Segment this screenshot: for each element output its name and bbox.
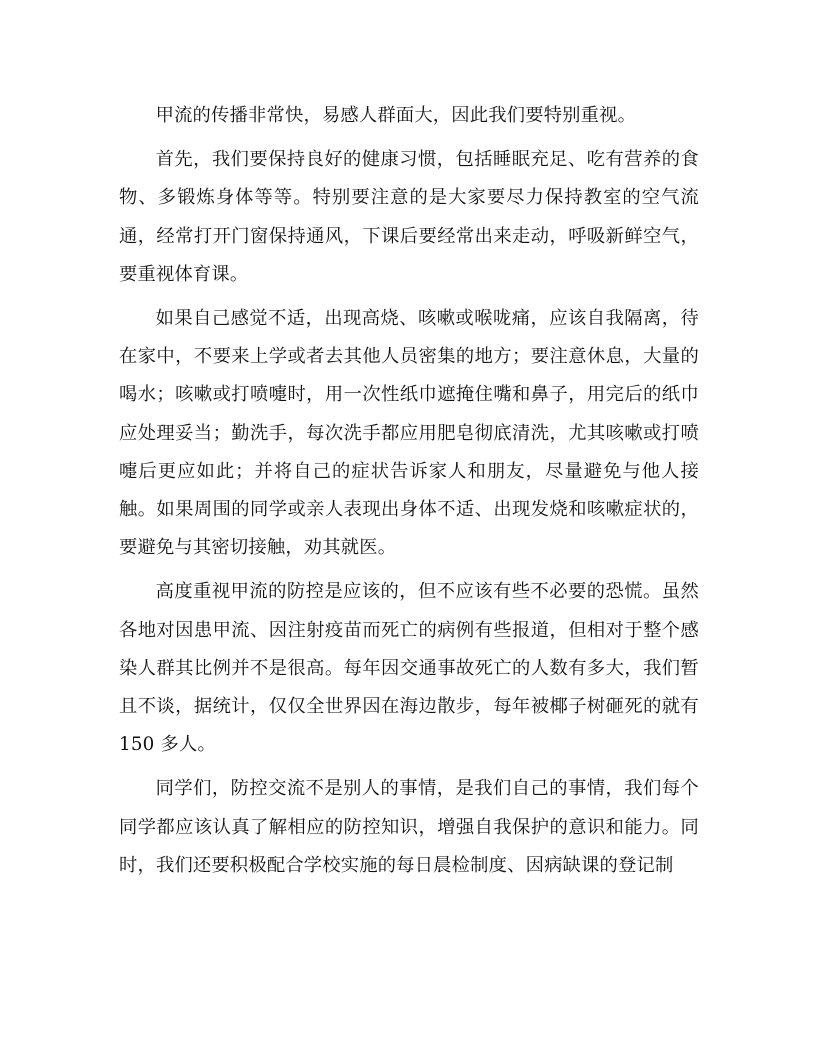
paragraph-1: 甲流的传播非常快，易感人群面大，因此我们要特别重视。	[155, 105, 637, 126]
paragraph-2: 首先，我们要保持良好的健康习惯，包括睡眠充足、吃有营养的食物、多锻炼身体等等。特别要注意的是大家要尽力保持教室的空气流通，经常打开门窗保持通风，下课后要经常出来走动，呼吸新鲜空气，要重视体育课。	[119, 149, 699, 285]
paragraph-5: 同学们，防控交流不是别人的事情，是我们自己的事情，我们每个同学都应该认真了解相应的防控知识，增强自我保护的意识和能力。同时，我们还要积极配合学校实施的每日晨检制度、因病缺课的登记制	[119, 778, 699, 876]
paragraph-4: 高度重视甲流的防控是应该的，但不应该有些不必要的恐慌。虽然各地对因患甲流、因注射疫苗而死亡的病例有些报道，但相对于整个感染人群其比例并不是很高。每年因交通事故死亡的人数有多大，我们暂且不谈，据统计，仅仅全世界因在海边散步，每年被椰子树砸死的就有 150 多人。	[119, 581, 699, 756]
paragraph-3: 如果自己感觉不适，出现高烧、咳嗽或喉咙痛，应该自我隔离，待在家中，不要来上学或者去其他人员密集的地方；要注意休息，大量的喝水；咳嗽或打喷嚏时，用一次性纸巾遮掩住嘴和鼻子，用完后的纸巾应处理妥当；勤洗手，每次洗手都应用肥皂彻底清洗，尤其咳嗽或打喷嚏后更应如此；并将自己的症状告诉家人和朋友，尽量避免与他人接触。如果周围的同学或亲人表现出身体不适、出现发烧和咳嗽症状的，要避免与其密切接触，劝其就医。	[119, 308, 699, 559]
document-body	[119, 97, 699, 891]
